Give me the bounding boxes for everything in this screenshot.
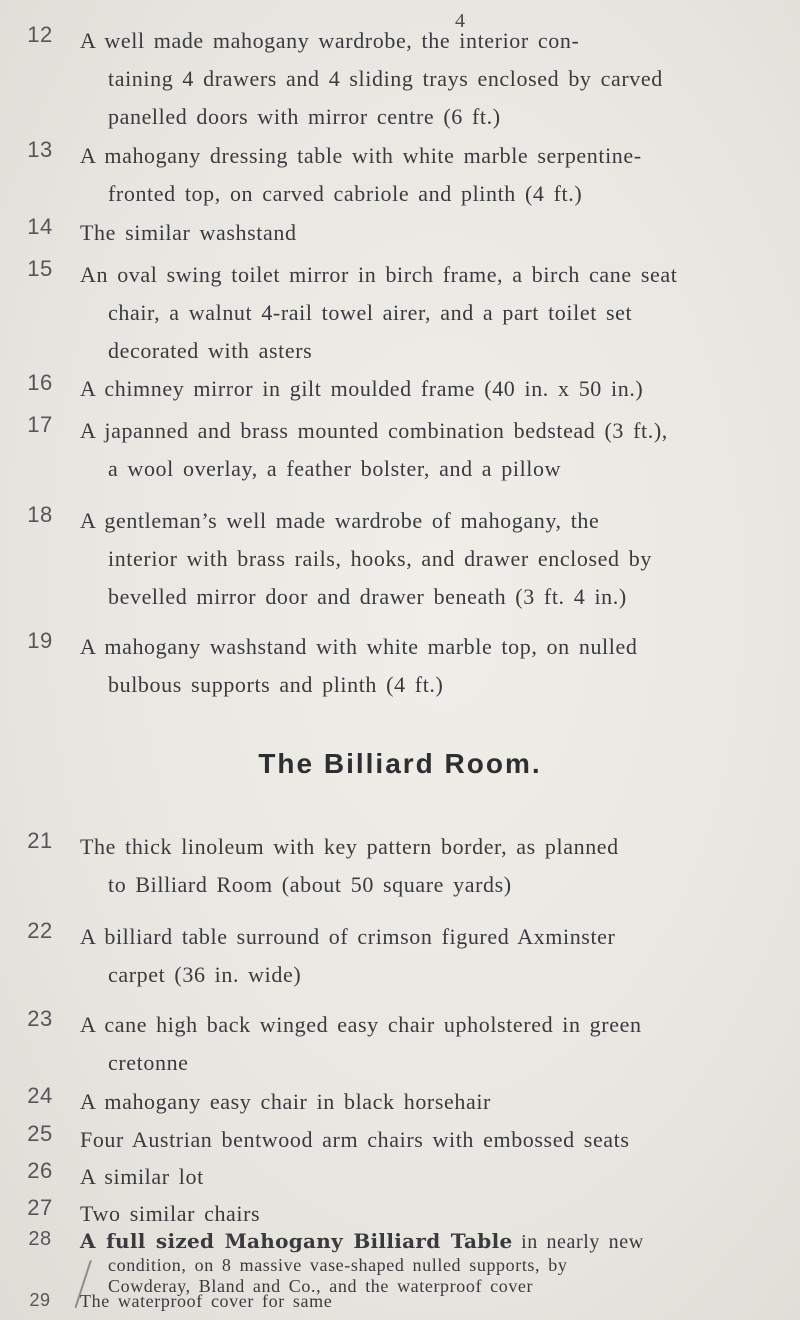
lot-description bbox=[80, 1121, 780, 1159]
lot-description bbox=[80, 22, 780, 136]
lot-line: panelled doors with mirror centre (6 ft.) bbox=[108, 104, 501, 129]
lot-description bbox=[80, 412, 780, 488]
section-heading: The Billiard Room. bbox=[258, 748, 542, 779]
lot-line: A mahogany dressing table with white marble serpentine- bbox=[80, 143, 642, 168]
lot-line: Four Austrian bentwood arm chairs with embossed seats bbox=[80, 1127, 630, 1152]
lot-description bbox=[80, 1254, 780, 1276]
lot-number: 29 bbox=[29, 1290, 51, 1310]
lot-description bbox=[80, 1158, 780, 1196]
lot-line: carpet (36 in. wide) bbox=[108, 962, 302, 987]
lot-description bbox=[80, 137, 780, 213]
page-number: 4 bbox=[455, 10, 465, 32]
lot-number: 16 bbox=[27, 370, 53, 395]
lot-line: cretonne bbox=[108, 1050, 189, 1075]
lot-number: 21 bbox=[27, 828, 53, 853]
lot-number: 27 bbox=[27, 1195, 53, 1220]
lot-line: Cowderay, Bland and Co., and the waterproof cover bbox=[108, 1276, 534, 1296]
lot-number: 24 bbox=[27, 1083, 53, 1108]
lot-description bbox=[80, 918, 780, 994]
lot-description bbox=[80, 1290, 780, 1312]
lot-number: 17 bbox=[27, 412, 53, 437]
lot-line: a wool overlay, a feather bolster, and a pillow bbox=[108, 456, 562, 481]
lot-number: 19 bbox=[27, 628, 53, 653]
lot-line: A mahogany washstand with white marble top, on nulled bbox=[80, 634, 638, 659]
lot-number: 25 bbox=[27, 1121, 53, 1146]
lot-number: 14 bbox=[27, 214, 53, 239]
lot-line: A cane high back winged easy chair upholstered in green bbox=[80, 1012, 642, 1037]
lot-description bbox=[80, 502, 780, 616]
lot-lead-title: A full sized Mahogany Billiard Table bbox=[80, 1229, 513, 1253]
lot-line: Two similar chairs bbox=[80, 1201, 261, 1226]
lot-line bbox=[80, 1228, 780, 1255]
lot-line: taining 4 drawers and 4 sliding trays enclosed by carved bbox=[108, 66, 663, 91]
lot-line: condition, on 8 massive vase-shaped nulled supports, by bbox=[108, 1255, 568, 1275]
lot-line: fronted top, on carved cabriole and plinth (4 ft.) bbox=[108, 181, 583, 206]
lot-line: interior with brass rails, hooks, and drawer enclosed by bbox=[108, 546, 652, 571]
lot-description bbox=[80, 1228, 780, 1255]
lot-line: The waterproof cover for same bbox=[80, 1291, 333, 1311]
lot-number: 26 bbox=[27, 1158, 53, 1183]
lot-line: The similar washstand bbox=[80, 220, 297, 245]
lot-number: 13 bbox=[27, 137, 53, 162]
lot-line: bevelled mirror door and drawer beneath (3 ft. 4 in.) bbox=[108, 584, 627, 609]
lot-line: to Billiard Room (about 50 square yards) bbox=[108, 872, 512, 897]
lot-line: An oval swing toilet mirror in birch frame, a birch cane seat bbox=[80, 262, 678, 287]
lot-description bbox=[80, 256, 780, 370]
lot-number: 22 bbox=[27, 918, 53, 943]
lot-line: A gentleman’s well made wardrobe of mahogany, the bbox=[80, 508, 600, 533]
lot-line: chair, a walnut 4-rail towel airer, and a part toilet set bbox=[108, 300, 633, 325]
lot-description bbox=[80, 214, 780, 252]
lot-line: A chimney mirror in gilt moulded frame (40 in. x 50 in.) bbox=[80, 376, 644, 401]
lot-line: A mahogany easy chair in black horsehair bbox=[80, 1089, 491, 1114]
lot-description bbox=[80, 828, 780, 904]
lot-number: 28 bbox=[28, 1228, 52, 1250]
lot-line: decorated with asters bbox=[108, 338, 313, 363]
lot-number: 12 bbox=[27, 22, 53, 47]
lot-description bbox=[80, 370, 780, 408]
lot-number: 18 bbox=[27, 502, 53, 527]
lot-description bbox=[80, 628, 780, 704]
lot-number: 15 bbox=[27, 256, 53, 281]
lot-line: A similar lot bbox=[80, 1164, 204, 1189]
lot-description bbox=[80, 1083, 780, 1121]
lot-line: A billiard table surround of crimson figured Axminster bbox=[80, 924, 616, 949]
lot-description bbox=[80, 1006, 780, 1082]
lot-line: A japanned and brass mounted combination bedstead (3 ft.), bbox=[80, 418, 668, 443]
lot-number: 23 bbox=[27, 1006, 53, 1031]
lot-line-tail: in nearly new bbox=[512, 1231, 644, 1253]
lot-line: A well made mahogany wardrobe, the interior con- bbox=[80, 28, 580, 53]
lot-line: The thick linoleum with key pattern border, as planned bbox=[80, 834, 619, 859]
lot-line: bulbous supports and plinth (4 ft.) bbox=[108, 672, 444, 697]
